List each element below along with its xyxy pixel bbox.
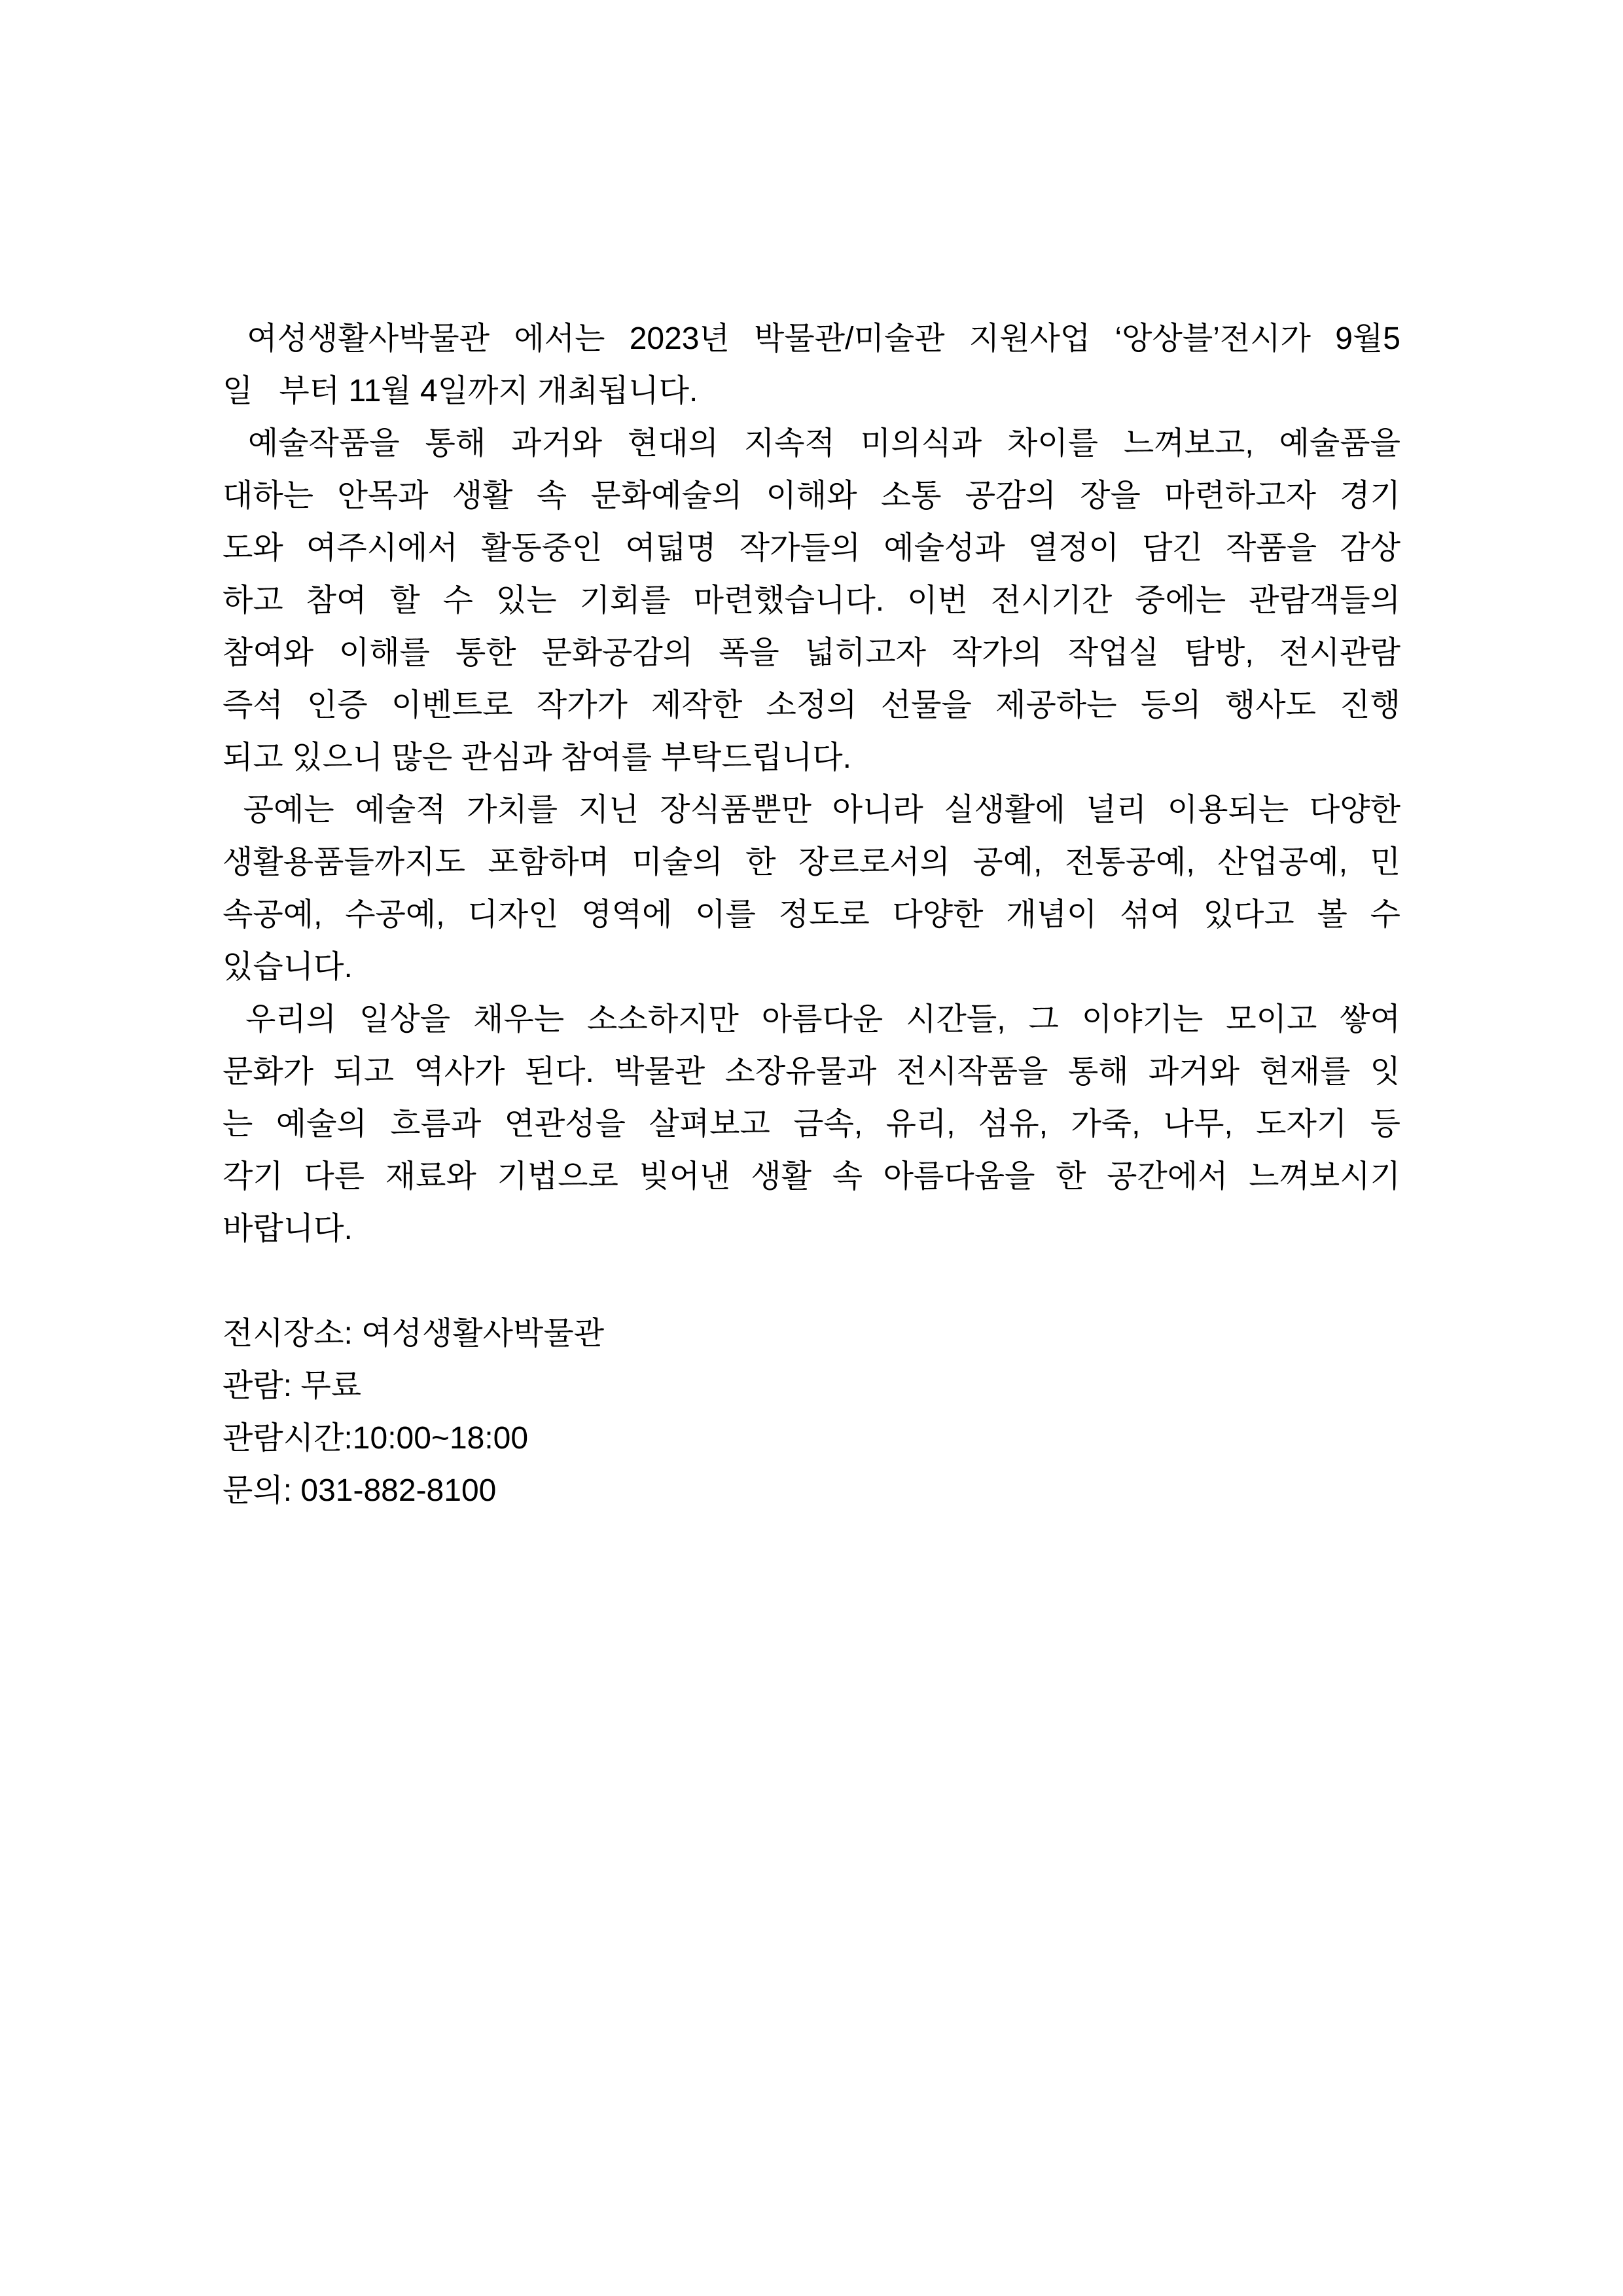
text-line: 되고 있으니 많은 관심과 참여를 부탁드립니다.	[223, 740, 852, 775]
text-line: 바랍니다.	[223, 1211, 353, 1246]
text-line: 도와 여주시에서 활동중인 여덟명 작가들의 예술성과 열정이 담긴 작품을 감상	[223, 531, 1400, 565]
text-line: 일 부터 11월 4일까지 개최됩니다.	[223, 374, 698, 408]
text-line: 는 예술의 흐름과 연관성을 살펴보고 금속, 유리, 섬유, 가죽, 나무, 도자기 등	[223, 1107, 1400, 1141]
text-line: 생활용품들까지도 포함하며 미술의 한 장르로서의 공예, 전통공예, 산업공예, 민	[223, 845, 1400, 880]
text-line: 각기 다른 재료와 기법으로 빚어낸 생활 속 아름다움을 한 공간에서 느껴보시기	[223, 1159, 1400, 1194]
text-line: 참여와 이해를 통한 문화공감의 폭을 넓히고자 작가의 작업실 탐방, 전시관람	[223, 636, 1400, 670]
document-text-block	[223, 313, 1400, 1517]
text-line: 대하는 안목과 생활 속 문화예술의 이해와 소통 공감의 장을 마련하고자 경기	[223, 478, 1400, 513]
text-line: 있습니다.	[223, 950, 353, 984]
text-line: 즉석 인증 이벤트로 작가가 제작한 소정의 선물을 제공하는 등의 행사도 진행	[223, 688, 1400, 723]
text-line: 예술작품을 통해 과거와 현대의 지속적 미의식과 차이를 느껴보고, 예술품을	[223, 426, 1400, 461]
text-line: 여성생활사박물관 에서는 2023년 박물관/미술관 지원사업 ‘앙상블’전시가 9월5	[223, 321, 1400, 356]
text-line-admission: 관람: 무료	[223, 1369, 362, 1403]
text-line-hours: 관람시간:10:00~18:00	[223, 1421, 529, 1456]
text-line: 속공예, 수공예, 디자인 영역에 이를 정도로 다양한 개념이 섞여 있다고 볼 수	[223, 897, 1400, 932]
text-line: 공예는 예술적 가치를 지닌 장식품뿐만 아니라 실생활에 널리 이용되는 다양한	[223, 793, 1400, 827]
text-line	[223, 1255, 1400, 1308]
text-line: 우리의 일상을 채우는 소소하지만 아름다운 시간들, 그 이야기는 모이고 쌓여	[223, 1002, 1400, 1037]
text-line: 하고 참여 할 수 있는 기회를 마련했습니다. 이번 전시기간 중에는 관람객들의	[223, 583, 1400, 618]
text-line-contact-phone: 문의: 031-882-8100	[223, 1473, 497, 1508]
text-line: 문화가 되고 역사가 된다. 박물관 소장유물과 전시작품을 통해 과거와 현재를 잇	[223, 1054, 1400, 1089]
text-line-exhibition-place: 전시장소: 여성생활사박물관	[223, 1316, 605, 1351]
